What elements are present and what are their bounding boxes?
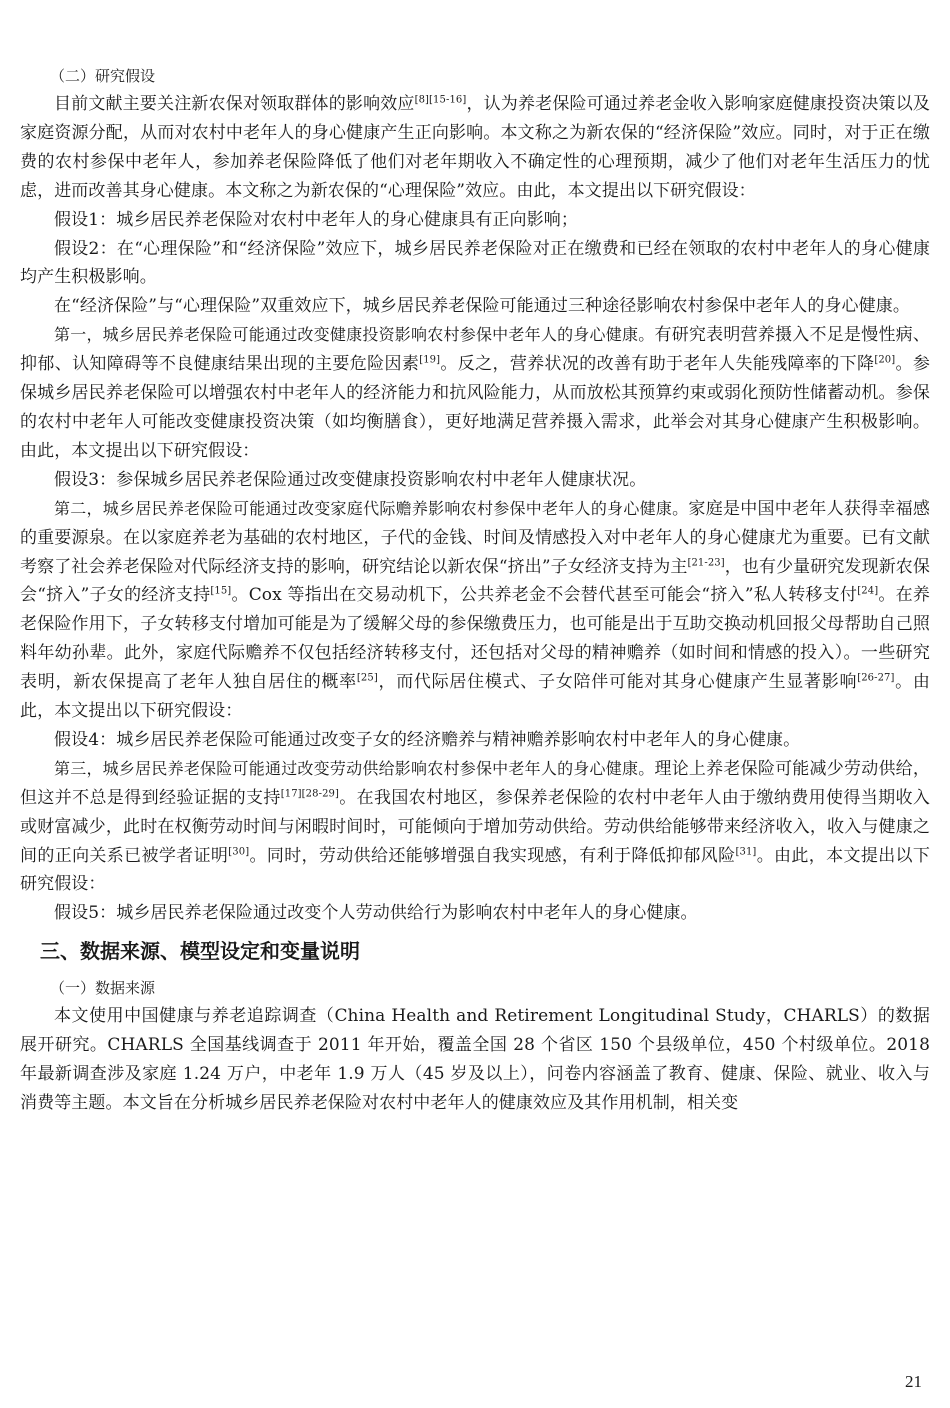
citation[interactable]: [15] xyxy=(210,585,232,597)
paragraph-1: 目前文献主要关注新农保对领取群体的影响效应[8][15-16]，认为养老保险可通过养老金收入影响家庭健康投资决策以及家庭资源分配，从而对农村中老年人的身心健康产生正向影响。本文称之为新农保的“经济保险”效应。同时，对于正在缴费的农村参保中老年人，参加养老保险降低了他们对老年期收入不确定性的心理预期，减少了他们对老年生活压力的忧虑，进而改善其身心健康。本文称之为新农保的“心理保险”效应。由此，本文提出以下研究假设： xyxy=(20,94,930,201)
hypothesis-5: 假设5：城乡居民养老保险通过改变个人劳动供给行为影响农村中老年人的身心健康。 xyxy=(54,903,698,924)
citation[interactable]: [8][15-16] xyxy=(414,94,467,106)
citation[interactable]: [31] xyxy=(735,845,757,857)
hypothesis-1: 假设1：城乡居民养老保险对农村中老年人的身心健康具有正向影响； xyxy=(54,209,578,230)
citation[interactable]: [25] xyxy=(356,672,378,684)
section-3-title: 三、数据来源、模型设定和变量说明 xyxy=(40,939,360,964)
paragraph-2: 在“经济保险”与“心理保险”双重效应下，城乡居民养老保险可能通过三种途径影响农村参保中老年人的身心健康。 xyxy=(54,296,910,317)
paragraph-6: 本文使用中国健康与养老追踪调查（China Health and Retirement Longitudinal Study，CHARLS）的数据展开研究。CHARLS 全国基线调查于 2011 年开始，覆盖全国 28 个省区 150 个县级单位，450 个村级单位。2018 年最新调查涉及家庭 1.24 万户，中老年 1.9 万人（45 岁及以上），问卷内容涵盖了教育、健康、保险、就业、收入与消费等主题。本文旨在分析城乡居民养老保险对农村中老年人的健康效应及其作用机制，相关变 xyxy=(20,1006,930,1113)
hypothesis-2: 假设2：在“心理保险”和“经济保险”效应下，城乡居民养老保险对正在缴费和已经在领取的农村中老年人的身心健康均产生积极影响。 xyxy=(20,238,930,288)
paragraph-3: 第一，城乡居民养老保险可能通过改变健康投资影响农村参保中老年人的身心健康。有研究表明营养摄入不足是慢性病、抑郁、认知障碍等不良健康结果出现的主要危险因素[19]。反之，营养状况的改善有助于老年人失能残障率的下降[20]。参保城乡居民养老保险可以增强农村中老年人的经济能力和抗风险能力，从而放松其预算约束或弱化预防性储蓄动机。参保的农村中老年人可能改变健康投资决策（如均衡膳食），更好地满足营养摄入需求，此举会对其身心健康产生积极影响。由此，本文提出以下研究假设： xyxy=(20,325,930,461)
page-number: 21 xyxy=(905,1372,922,1391)
citation[interactable]: [17][28-29] xyxy=(280,788,339,800)
paragraph-5: 第三，城乡居民养老保险可能通过改变劳动供给影响农村参保中老年人的身心健康。理论上养老保险可能减少劳动供给，但这并不总是得到经验证据的支持[17][28-29]。在我国农村地区，参保养老保险的农村中老年人由于缴纳费用使得当期收入或财富减少，此时在权衡劳动时间与闲暇时间时，可能倾向于增加劳动供给。劳动供给能够带来经济收入，收入与健康之间的正向关系已被学者证明[30]。同时，劳动供给还能够增强自我实现感，有利于降低抑郁风险[31]。由此，本文提出以下研究假设： xyxy=(20,758,931,895)
citation[interactable]: [30] xyxy=(228,845,250,857)
section-b-title: （二）研究假设 xyxy=(50,67,156,85)
citation[interactable]: [26-27] xyxy=(857,672,895,684)
citation[interactable]: [21-23] xyxy=(687,556,725,568)
citation[interactable]: [20] xyxy=(874,354,896,366)
paragraph-4: 第二，城乡居民养老保险可能通过改变家庭代际赡养影响农村参保中老年人的身心健康。家庭是中国中老年人获得幸福感的重要源泉。在以家庭养老为基础的农村地区，子代的金钱、时间及情感投入对中老年人的身心健康尤为重要。已有文献考察了社会养老保险对代际经济支持的影响，研究结论以新农保“挤出”子女经济支持为主[21-23]，也有少量研究发现新农保会“挤入”子女的经济支持[15]。Cox 等指出在交易动机下，公共养老金不会替代甚至可能会“挤入”私人转移支付[24]。在养老保险作用下，子女转移支付增加可能是为了缓解父母的参保缴费压力，也可能是出于互助交换动机回报父母帮助自己照料年幼孙辈。此外，家庭代际赡养不仅包括经济转移支付，还包括对父母的精神赡养（如时间和情感的投入）。一些研究表明，新农保提高了老年人独自居住的概率[25]，而代际居住模式、子女陪伴可能对其身心健康产生显著影响[26-27]。由此，本文提出以下研究假设： xyxy=(20,498,930,722)
hypothesis-4: 假设4：城乡居民养老保险可能通过改变子女的经济赡养与精神赡养影响农村中老年人的身心健康。 xyxy=(54,729,801,750)
citation[interactable]: [24] xyxy=(857,585,879,597)
section-3a-title: （一）数据来源 xyxy=(50,979,156,998)
hypothesis-3: 假设3：参保城乡居民养老保险通过改变健康投资影响农村中老年人健康状况。 xyxy=(54,469,647,490)
citation[interactable]: [19] xyxy=(419,354,441,366)
